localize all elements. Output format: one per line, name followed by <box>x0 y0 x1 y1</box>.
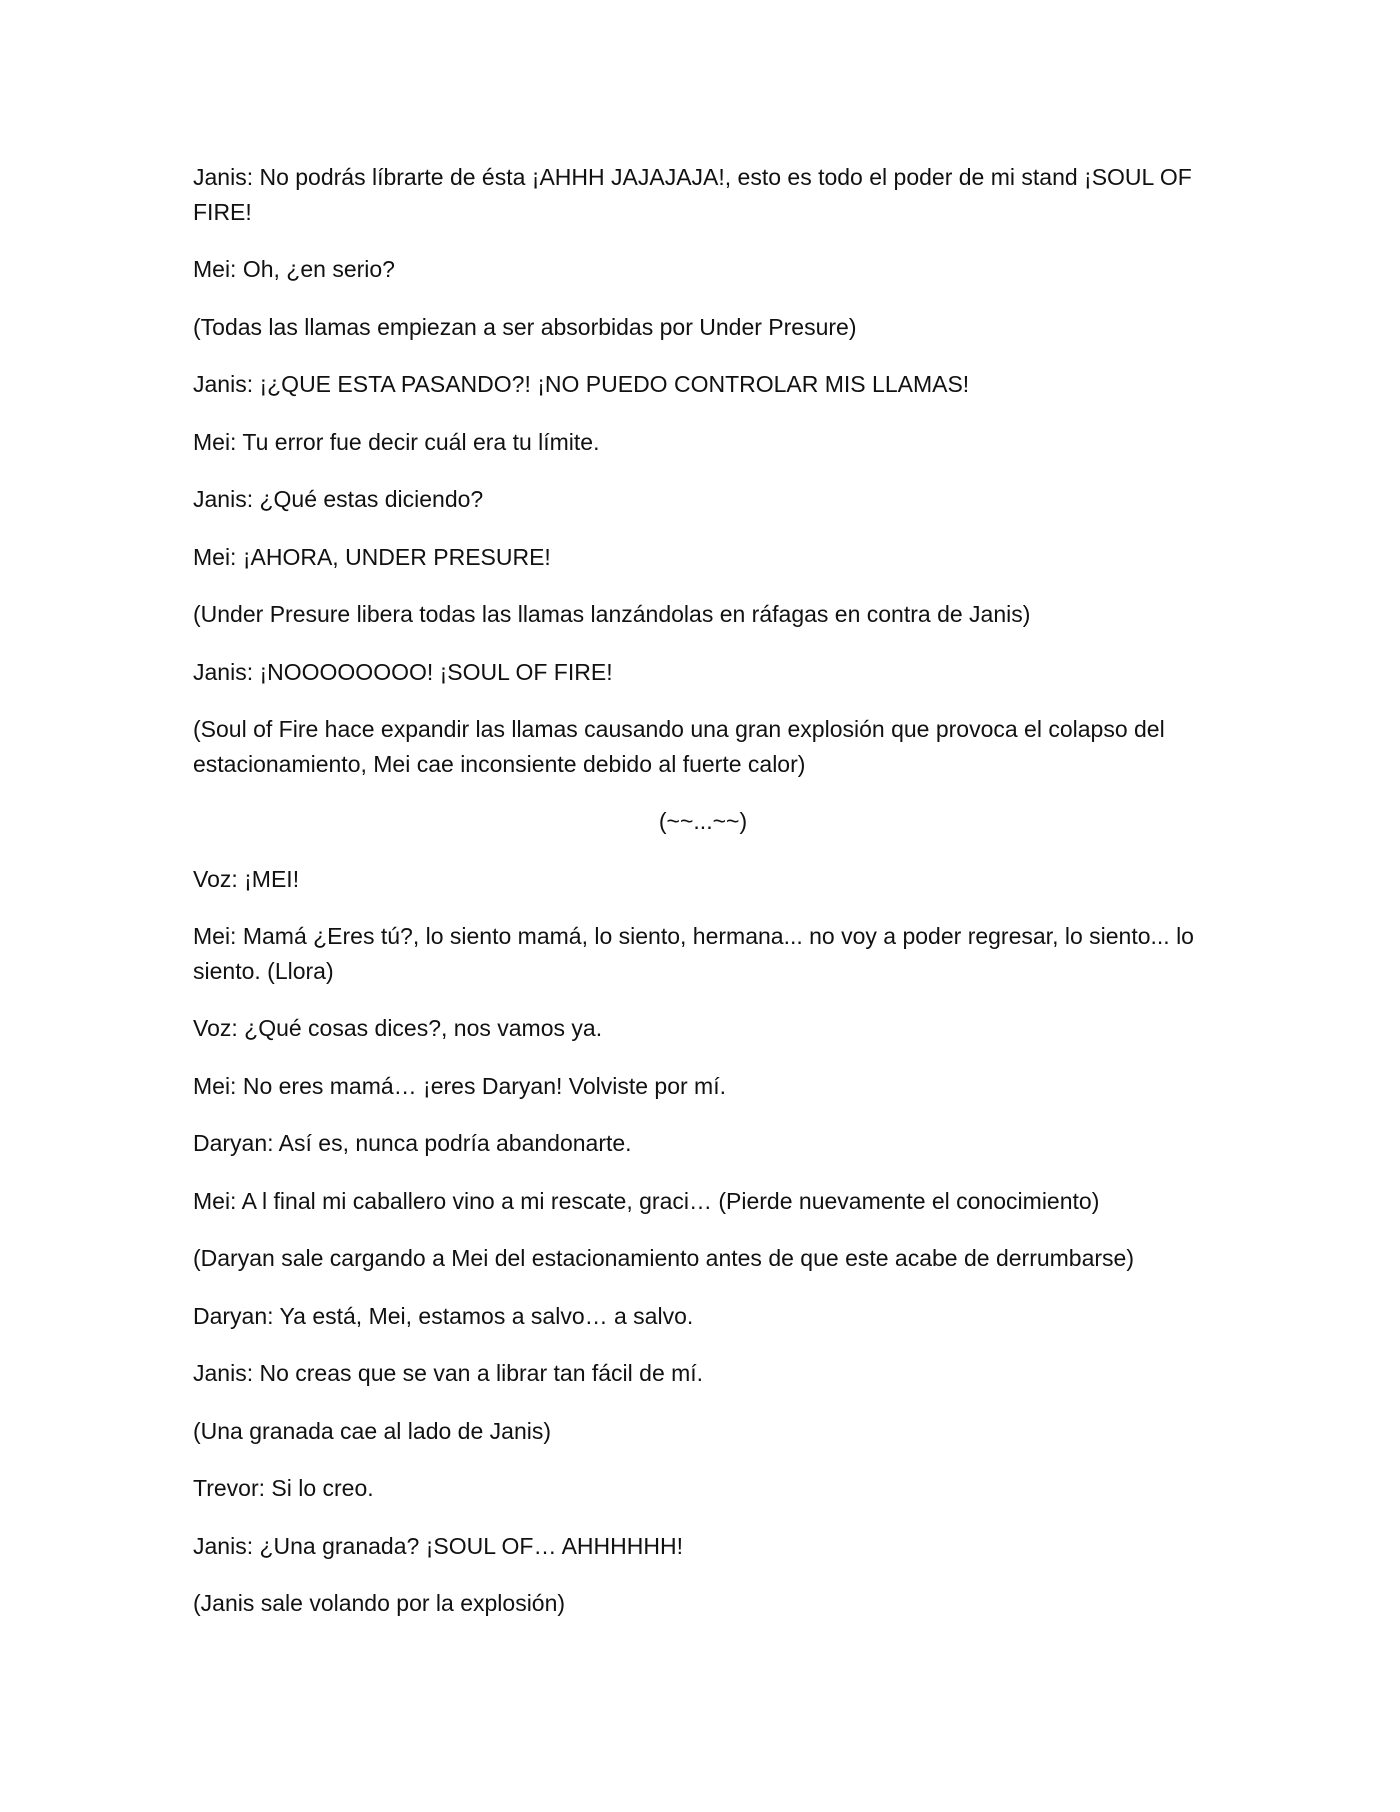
dialogue-line: Janis: No podrás líbrarte de ésta ¡AHHH JAJAJAJA!, esto es todo el poder de mi stand ¡SOUL OF FIRE! <box>193 164 1192 225</box>
dialogue-line: Mei: Oh, ¿en serio? <box>193 256 395 282</box>
dialogue-line: Janis: ¿Una granada? ¡SOUL OF… AHHHHHH! <box>193 1532 683 1559</box>
dialogue-line: Mei: A l final mi caballero vino a mi rescate, graci… (Pierde nuevamente el conocimiento) <box>193 1187 1100 1214</box>
dialogue-line: Janis: ¿Qué estas diciendo? <box>193 486 484 512</box>
dialogue-line: Daryan: Así es, nunca podría abandonarte. <box>193 1130 632 1156</box>
dialogue-line: Voz: ¡MEI! <box>193 865 300 892</box>
dialogue-line: Mei: No eres mamá… ¡eres Daryan! Volviste por mí. <box>193 1072 726 1099</box>
stage-direction: (Under Presure libera todas las llamas lanzándolas en ráfagas en contra de Janis) <box>193 601 1031 627</box>
stage-direction: (Daryan sale cargando a Mei del estacionamiento antes de que este acabe de derrumbarse) <box>193 1245 1135 1271</box>
script-text <box>193 160 1213 1644</box>
stage-direction: (Soul of Fire hace expandir las llamas causando una gran explosión que provoca el colapso del estacionamiento, Mei cae inconsiente debido al fuerte calor) <box>193 716 1165 777</box>
stage-direction: (Todas las llamas empiezan a ser absorbidas por Under Presure) <box>193 313 857 340</box>
dialogue-line: Janis: No creas que se van a librar tan fácil de mí. <box>193 1360 704 1386</box>
dialogue-line: Trevor: Si lo creo. <box>193 1475 374 1501</box>
dialogue-line: Mei: Mamá ¿Eres tú?, lo siento mamá, lo siento, hermana... no voy a poder regresar, lo siento... lo siento. (Llora) <box>193 923 1194 984</box>
dialogue-line: Daryan: Ya está, Mei, estamos a salvo… a salvo. <box>193 1302 694 1329</box>
stage-direction: (Una granada cae al lado de Janis) <box>193 1417 552 1444</box>
dialogue-line: Mei: ¡AHORA, UNDER PRESURE! <box>193 543 551 570</box>
scene-break: (~~...~~) <box>658 808 748 834</box>
dialogue-line: Mei: Tu error fue decir cuál era tu límite. <box>193 428 600 455</box>
stage-direction: (Janis sale volando por la explosión) <box>193 1590 566 1616</box>
dialogue-line: Janis: ¡¿QUE ESTA PASANDO?! ¡NO PUEDO CONTROLAR MIS LLAMAS! <box>193 371 970 397</box>
dialogue-line: Voz: ¿Qué cosas dices?, nos vamos ya. <box>193 1015 603 1041</box>
dialogue-line: Janis: ¡NOOOOOOOO! ¡SOUL OF FIRE! <box>193 658 613 685</box>
